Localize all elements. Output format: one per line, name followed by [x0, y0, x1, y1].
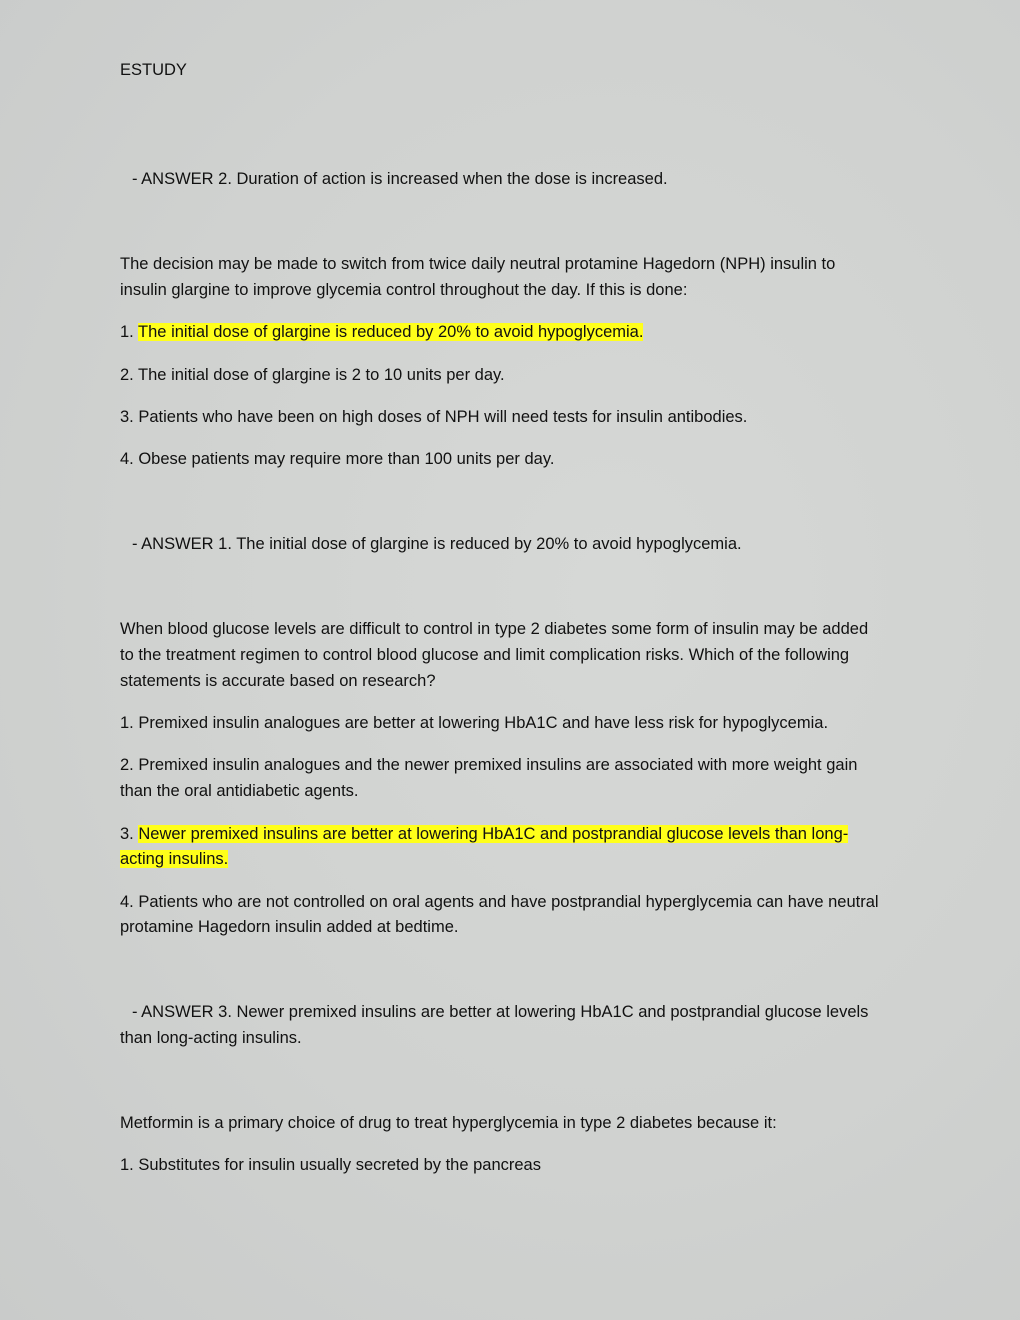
q3-option-3-line1: [120, 821, 900, 847]
q3-option-3-highlighted-text-cont: acting insulins.: [120, 850, 229, 868]
q3-option-3-highlighted-text: Newer premixed insulins are better at lowering HbA1C and postprandial glucose levels than long-: [138, 825, 849, 843]
q4-option-1: 1. Substitutes for insulin usually secreted by the pancreas: [120, 1156, 541, 1174]
q3-option-3-line2: [120, 846, 900, 872]
q4-stem: Metformin is a primary choice of drug to treat hyperglycemia in type 2 diabetes because it:: [120, 1114, 777, 1132]
q3-option-3-number: 3.: [120, 825, 139, 843]
q3-option-4-line1: 4. Patients who are not controlled on oral agents and have postprandial hyperglycemia can have neutral: [120, 893, 879, 911]
brand-header: ESTUDY: [120, 61, 187, 79]
q2-option-4: 4. Obese patients may require more than 100 units per day.: [120, 450, 555, 468]
q3-stem-line2: to the treatment regimen to control blood glucose and limit complication risks. Which of the following: [120, 646, 850, 664]
q2-option-2: 2. The initial dose of glargine is 2 to 10 units per day.: [120, 366, 505, 384]
answer-q3-line2: than long-acting insulins.: [120, 1029, 302, 1047]
answer-q1: - ANSWER 2. Duration of action is increased when the dose is increased.: [132, 170, 668, 188]
q3-option-4-line2: protamine Hagedorn insulin added at bedtime.: [120, 918, 459, 936]
q2-stem-line1: The decision may be made to switch from twice daily neutral protamine Hagedorn (NPH) insulin to: [120, 255, 836, 273]
q2-option-1: [120, 319, 900, 345]
q3-stem-line1: When blood glucose levels are difficult to control in type 2 diabetes some form of insulin may be added: [120, 620, 869, 638]
q2-stem-line2: insulin glargine to improve glycemia control throughout the day. If this is done:: [120, 281, 688, 299]
q3-stem-line3: statements is accurate based on research?: [120, 672, 436, 690]
q2-option-3: 3. Patients who have been on high doses of NPH will need tests for insulin antibodies.: [120, 408, 748, 426]
q2-option-1-highlighted-text: The initial dose of glargine is reduced by 20% to avoid hypoglycemia.: [138, 323, 644, 341]
q3-option-2-line2: than the oral antidiabetic agents.: [120, 782, 359, 800]
answer-q3-line1: - ANSWER 3. Newer premixed insulins are better at lowering HbA1C and postprandial glucose levels: [132, 1003, 869, 1021]
q3-option-2-line1: 2. Premixed insulin analogues and the newer premixed insulins are associated with more weight gain: [120, 756, 858, 774]
answer-q2: - ANSWER 1. The initial dose of glargine is reduced by 20% to avoid hypoglycemia.: [132, 535, 742, 553]
q2-option-1-number: 1.: [120, 323, 139, 341]
q3-option-1: 1. Premixed insulin analogues are better at lowering HbA1C and have less risk for hypoglycemia.: [120, 714, 829, 732]
